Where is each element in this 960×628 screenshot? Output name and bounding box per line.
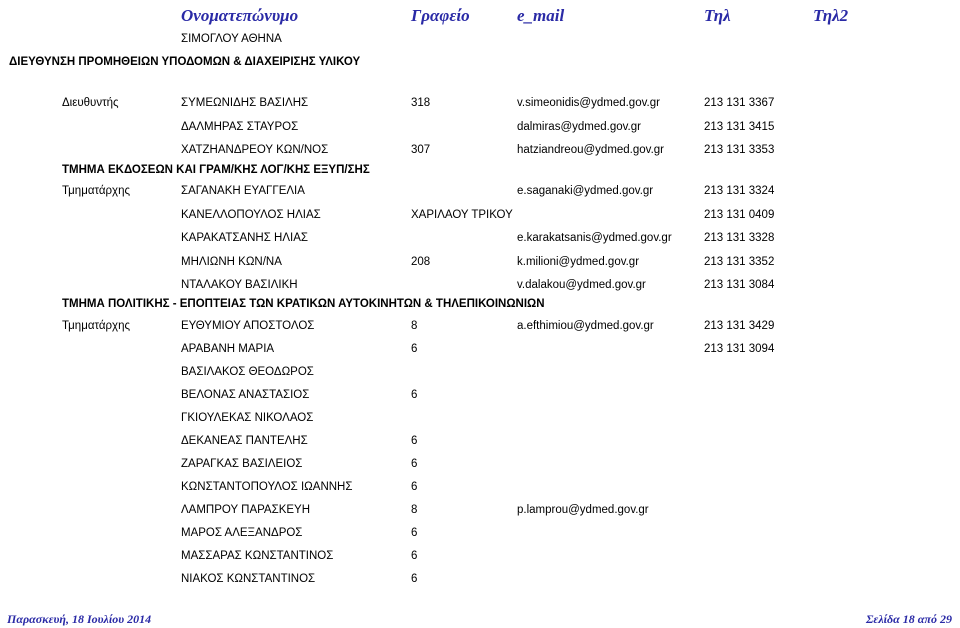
row-role: Τμηματάρχης: [62, 320, 131, 332]
row-name: ΜΑΡΟΣ ΑΛΕΞΑΝΔΡΟΣ: [181, 527, 303, 539]
footer-date: Παρασκευή, 18 Ιουλίου 2014: [7, 612, 152, 626]
row-office: 6: [411, 527, 418, 539]
section-title: ΤΜΗΜΑ ΕΚΔΟΣΕΩΝ ΚΑΙ ΓΡΑΜ/ΚΗΣ ΛΟΓ/ΚΗΣ ΕΞΥΠ/ΣΗΣ: [62, 164, 370, 176]
row-role: Τμηματάρχης: [62, 185, 131, 197]
column-header-phone: Τηλ: [704, 6, 731, 25]
row-phone: 213 131 3094: [704, 343, 775, 355]
row-email: e.karakatsanis@ydmed.gov.gr: [517, 232, 672, 244]
row-name: ΚΩΝΣΤΑΝΤΟΠΟΥΛΟΣ ΙΩΑΝΝΗΣ: [181, 481, 353, 493]
section-title: ΔΙΕΥΘΥΝΣΗ ΠΡΟΜΗΘΕΙΩΝ ΥΠΟΔΟΜΩΝ & ΔΙΑΧΕΙΡΙΣΗΣ ΥΛΙΚΟΥ: [9, 56, 361, 68]
row-email: p.lamprou@ydmed.gov.gr: [517, 504, 649, 516]
column-header-email: e_mail: [517, 6, 565, 25]
section-title: ΤΜΗΜΑ ΠΟΛΙΤΙΚΗΣ - ΕΠΟΠΤΕΙΑΣ ΤΩΝ ΚΡΑΤΙΚΩΝ ΑΥΤΟΚΙΝΗΤΩΝ & ΤΗΛΕΠΙΚΟΙΝΩΝΙΩΝ: [62, 298, 545, 310]
row-name: ΧΑΤΖΗΑΝΔΡΕΟΥ ΚΩΝ/ΝΟΣ: [181, 144, 329, 156]
row-name: ΕΥΘΥΜΙΟΥ ΑΠΟΣΤΟΛΟΣ: [181, 320, 315, 332]
row-phone: 213 131 3367: [704, 97, 775, 109]
row-name: ΣΥΜΕΩΝΙΔΗΣ ΒΑΣΙΛΗΣ: [181, 97, 309, 109]
row-office: 208: [411, 255, 431, 268]
row-phone: 213 131 3324: [704, 185, 775, 197]
footer-page-number: Σελίδα 18 από 29: [866, 612, 952, 626]
row-email: v.simeonidis@ydmed.gov.gr: [517, 97, 660, 109]
row-name: ΣΑΓΑΝΑΚΗ ΕΥΑΓΓΕΛΙΑ: [181, 185, 305, 197]
row-name: ΝΤΑΛΑΚΟΥ ΒΑΣΙΛΙΚΗ: [181, 279, 298, 291]
row-phone: 213 131 3352: [704, 255, 775, 268]
row-email: v.dalakou@ydmed.gov.gr: [517, 279, 646, 291]
row-email: hatziandreou@ydmed.gov.gr: [517, 144, 664, 156]
row-name: ΑΡΑΒΑΝΗ ΜΑΡΙΑ: [181, 343, 275, 355]
row-office: 6: [411, 435, 418, 447]
row-office: 318: [411, 97, 431, 109]
row-phone: 213 131 3415: [704, 120, 775, 133]
column-header-office: Γραφείο: [411, 6, 470, 25]
row-phone: 213 131 3084: [704, 279, 775, 291]
row-office: 6: [411, 481, 418, 493]
row-name: ΒΑΣΙΛΑΚΟΣ ΘΕΟΔΩΡΟΣ: [181, 366, 314, 378]
row-office: 307: [411, 144, 431, 156]
row-office: 6: [411, 343, 418, 355]
row-name: ΝΙΑΚΟΣ ΚΩΝΣΤΑΝΤΙΝΟΣ: [181, 573, 316, 585]
row-office: 6: [411, 458, 418, 470]
row-office: 6: [411, 573, 418, 585]
row-phone: 213 131 3429: [704, 320, 775, 332]
row-name: ΚΑΝΕΛΛΟΠΟΥΛΟΣ ΗΛΙΑΣ: [181, 208, 321, 221]
row-office: 8: [411, 320, 418, 332]
row-phone: 213 131 3328: [704, 232, 775, 244]
row-name: ΓΚΙΟΥΛΕΚΑΣ ΝΙΚΟΛΑΟΣ: [181, 412, 314, 424]
row-name: ΜΑΣΣΑΡΑΣ ΚΩΝΣΤΑΝΤΙΝΟΣ: [181, 550, 334, 562]
column-header-name: Ονοματεπώνυμο: [181, 6, 299, 25]
row-office: ΧΑΡΙΛΑΟΥ ΤΡΙΚΟΥ: [411, 208, 513, 221]
row-role: Διευθυντής: [62, 97, 119, 109]
row-name: ΚΑΡΑΚΑΤΣΑΝΗΣ ΗΛΙΑΣ: [181, 232, 308, 244]
row-name: ΛΑΜΠΡΟΥ ΠΑΡΑΣΚΕΥΗ: [181, 504, 311, 516]
column-header-phone2: Τηλ2: [813, 6, 849, 25]
row-email: e.saganaki@ydmed.gov.gr: [517, 185, 654, 197]
row-email: dalmiras@ydmed.gov.gr: [517, 120, 641, 133]
row-office: 6: [411, 389, 418, 401]
row-email: a.efthimiou@ydmed.gov.gr: [517, 320, 654, 332]
row-email: k.milioni@ydmed.gov.gr: [517, 255, 640, 268]
row-name: ΒΕΛΟΝΑΣ ΑΝΑΣΤΑΣΙΟΣ: [181, 389, 310, 401]
row-phone: 213 131 3353: [704, 144, 775, 156]
row-office: 6: [411, 550, 418, 562]
row-name: ΖΑΡΑΓΚΑΣ ΒΑΣΙΛΕΙΟΣ: [181, 458, 303, 470]
row-name: ΔΑΛΜΗΡΑΣ ΣΤΑΥΡΟΣ: [181, 120, 299, 133]
top-line-name: ΣΙΜΟΓΛΟΥ ΑΘΗΝΑ: [181, 33, 282, 45]
row-name: ΔΕΚΑΝΕΑΣ ΠΑΝΤΕΛΗΣ: [181, 435, 308, 447]
row-phone: 213 131 0409: [704, 208, 775, 221]
row-name: ΜΗΛΙΩΝΗ ΚΩΝ/ΝΑ: [181, 255, 282, 268]
row-office: 8: [411, 504, 418, 516]
